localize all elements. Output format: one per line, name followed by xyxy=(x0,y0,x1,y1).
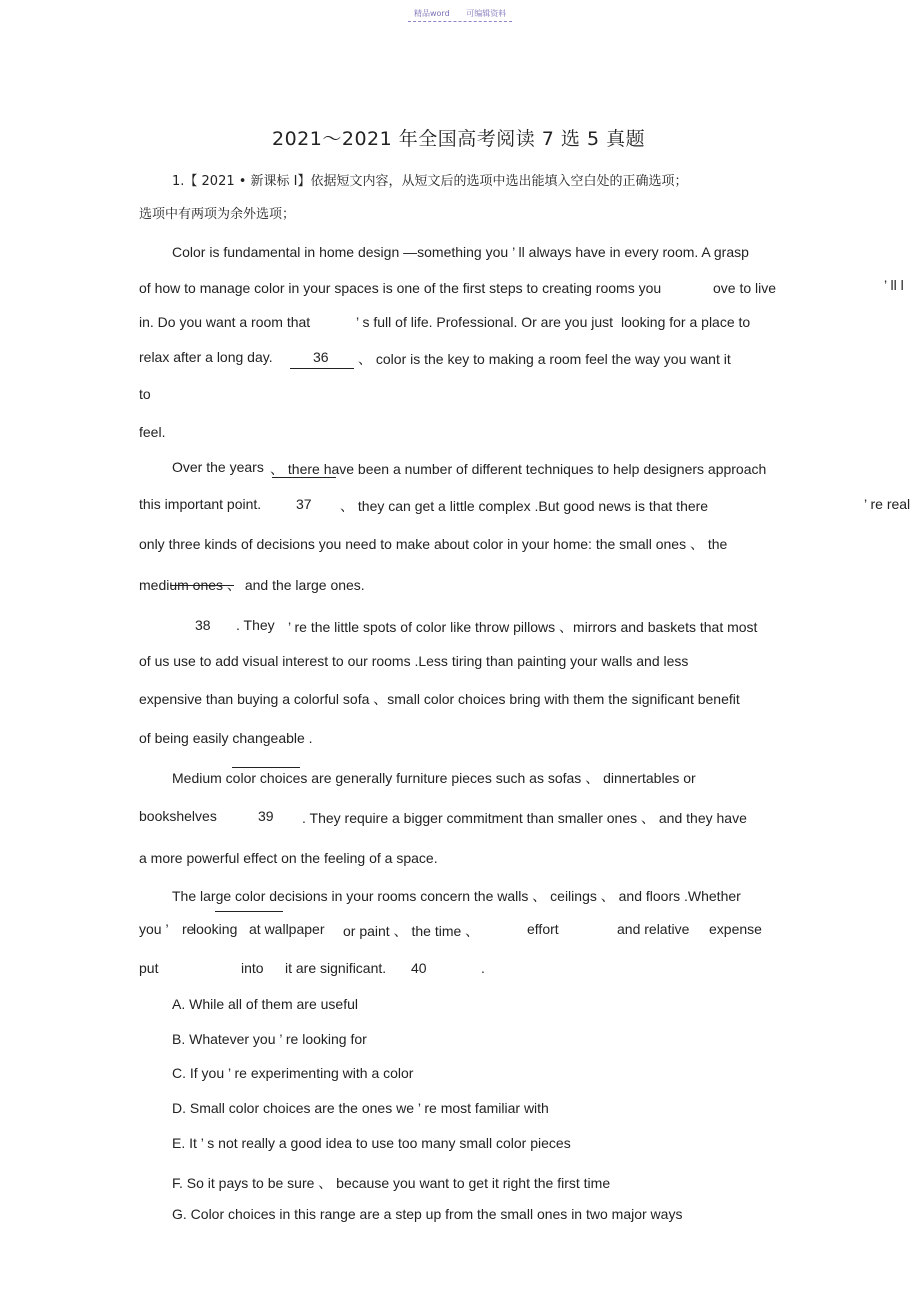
blank-underline xyxy=(170,585,234,586)
option-text: So it pays to be sure 、 because you want to get it right the first time xyxy=(186,1175,611,1191)
passage-line: Medium color choices are generally furniture pieces such as sofas 、 dinnertables or xyxy=(172,770,696,786)
passage-line: to xyxy=(139,386,151,402)
passage-line: of how to manage color in your spaces is one of the first steps to creating rooms you xyxy=(139,280,662,296)
option-letter: E. xyxy=(172,1135,186,1151)
passage-line: only three kinds of decisions you need to make about color in your home: the small ones 、 the xyxy=(139,536,728,552)
passage-fragment: looking xyxy=(193,921,238,937)
passage-fragment: or paint 、 the time 、 xyxy=(343,923,480,939)
question-instruction: 1.【 2021 • 新课标 I】依据短文内容，从短文后的选项中选出能填入空白处的正确选项； xyxy=(172,174,688,189)
passage-fragment: expense xyxy=(709,921,762,937)
option-text: If you ’ re experimenting with a color xyxy=(189,1065,414,1081)
passage-line: Color is fundamental in home design —something you ’ ll always have in every room. A grasp xyxy=(172,244,749,260)
header-left-text: 精品word xyxy=(414,9,450,18)
passage-fragment: into xyxy=(241,960,264,976)
passage-fragment: ’ s full of life. Professional. Or are you just xyxy=(356,314,614,330)
passage-fragment: you ’ xyxy=(139,921,169,937)
option-a xyxy=(172,996,358,1012)
option-e xyxy=(172,1135,571,1151)
passage-fragment: it are significant. xyxy=(285,960,387,976)
blank-40: 40 xyxy=(411,960,427,976)
header-right-text: 可编辑资料 xyxy=(466,9,507,18)
passage-line: Over the years xyxy=(172,459,264,475)
header-divider xyxy=(408,21,512,22)
option-g xyxy=(172,1206,682,1222)
passage-fragment: at wallpaper xyxy=(249,921,325,937)
blank-39: 39 xyxy=(258,808,274,824)
blank-underline xyxy=(215,911,283,912)
passage-line: this important point. xyxy=(139,496,262,512)
passage-fragment: re xyxy=(182,921,195,937)
blank-38: 38 xyxy=(195,617,211,633)
passage-fragment: ’ re the little spots of color like throw pillows 、mirrors and baskets that most xyxy=(288,619,758,635)
option-text: It ’ s not really a good idea to use too many small color pieces xyxy=(189,1135,571,1151)
passage-line: The large color decisions in your rooms concern the walls 、 ceilings 、 and floors .Whether xyxy=(172,888,741,904)
option-text: Whatever you ’ re looking for xyxy=(189,1031,367,1047)
option-letter: C. xyxy=(172,1065,186,1081)
passage-fragment: . xyxy=(481,960,485,976)
passage-fragment: . They xyxy=(236,617,275,633)
passage-fragment: ’ ll l xyxy=(884,277,904,293)
passage-line: expensive than buying a colorful sofa 、small color choices bring with them the significant benefit xyxy=(139,691,740,707)
option-letter: F. xyxy=(172,1175,183,1191)
passage-fragment: . They require a bigger commitment than smaller ones 、 and they have xyxy=(302,810,747,826)
option-d xyxy=(172,1100,549,1116)
passage-line: of being easily changeable . xyxy=(139,730,313,746)
option-letter: D. xyxy=(172,1100,186,1116)
question-instruction-cont: 选项中有两项为余外选项； xyxy=(139,207,296,222)
blank-37: 37 xyxy=(296,496,312,512)
option-text: Small color choices are the ones we ’ re most familiar with xyxy=(189,1100,549,1116)
passage-fragment: 、 there have been a number of different techniques to help designers approach xyxy=(270,461,767,477)
document-header xyxy=(414,8,520,19)
blank-36: 36 xyxy=(313,349,329,365)
passage-line: feel. xyxy=(139,424,166,440)
passage-fragment: ove to live xyxy=(713,280,777,296)
passage-fragment: put xyxy=(139,960,159,976)
option-c xyxy=(172,1065,413,1081)
option-letter: B. xyxy=(172,1031,186,1047)
passage-fragment: and relative xyxy=(617,921,690,937)
passage-line: relax after a long day. xyxy=(139,349,273,365)
option-b xyxy=(172,1031,367,1047)
passage-fragment: 、 they can get a little complex .But good news is that there xyxy=(340,498,709,514)
passage-line: medium ones 、 and the large ones. xyxy=(139,577,365,593)
option-text: Color choices in this range are a step up from the small ones in two major ways xyxy=(190,1206,683,1222)
page-title: 2021～2021 年全国高考阅读 7 选 5 真题 xyxy=(272,128,646,150)
option-text: While all of them are useful xyxy=(189,996,358,1012)
blank-underline xyxy=(272,477,336,478)
option-f xyxy=(172,1173,610,1193)
passage-line: of us use to add visual interest to our rooms .Less tiring than painting your walls and less xyxy=(139,653,689,669)
option-letter: G. xyxy=(172,1206,187,1222)
blank-underline xyxy=(290,368,354,369)
passage-fragment: ’ re real xyxy=(864,496,911,512)
passage-line: in. Do you want a room that xyxy=(139,314,311,330)
passage-fragment: 、 color is the key to making a room feel the way you want it xyxy=(358,351,731,367)
passage-fragment: looking for a place to xyxy=(621,314,751,330)
passage-fragment: effort xyxy=(527,921,559,937)
option-letter: A. xyxy=(172,996,186,1012)
passage-line: a more powerful effect on the feeling of a space. xyxy=(139,850,438,866)
passage-line: bookshelves xyxy=(139,808,217,824)
